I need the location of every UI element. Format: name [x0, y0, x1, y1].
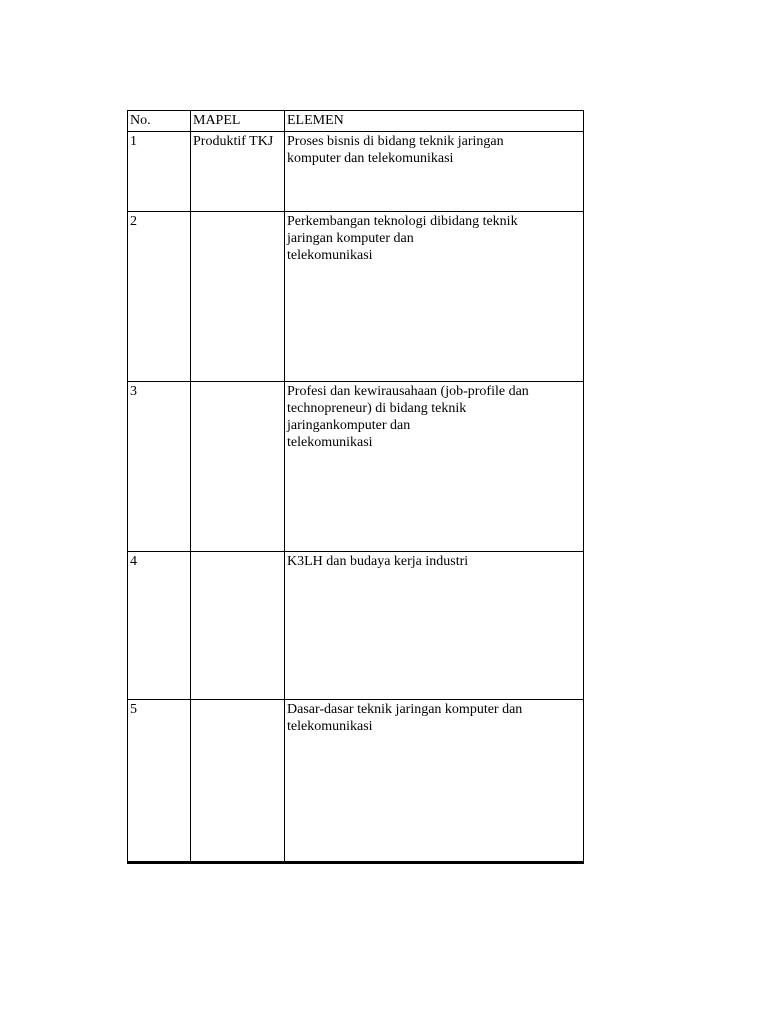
header-elemen: ELEMEN	[285, 111, 584, 132]
table-header-row	[128, 111, 584, 132]
table-row	[128, 700, 584, 863]
table-row	[128, 382, 584, 552]
cell-mapel	[191, 700, 285, 863]
table-row	[128, 132, 584, 212]
cell-mapel	[191, 552, 285, 700]
cell-elemen: Profesi dan kewirausahaan (job-profile dan technopreneur) di bidang teknik jaringankomputer dan telekomunikasi	[285, 382, 584, 552]
header-no: No.	[128, 111, 191, 132]
cell-elemen: Perkembangan teknologi dibidang teknik jaringan komputer dan telekomunikasi	[285, 212, 584, 382]
cell-mapel	[191, 382, 285, 552]
cell-mapel	[191, 212, 285, 382]
cell-mapel: Produktif TKJ	[191, 132, 285, 212]
table-row	[128, 212, 584, 382]
elemen-table	[127, 110, 584, 864]
cell-elemen: Proses bisnis di bidang teknik jaringan komputer dan telekomunikasi	[285, 132, 584, 212]
cell-no: 5	[128, 700, 191, 863]
cell-elemen: K3LH dan budaya kerja industri	[285, 552, 584, 700]
header-mapel: MAPEL	[191, 111, 285, 132]
cell-no: 4	[128, 552, 191, 700]
cell-no: 1	[128, 132, 191, 212]
cell-no: 3	[128, 382, 191, 552]
table-row	[128, 552, 584, 700]
cell-no: 2	[128, 212, 191, 382]
cell-elemen: Dasar-dasar teknik jaringan komputer dan telekomunikasi	[285, 700, 584, 863]
